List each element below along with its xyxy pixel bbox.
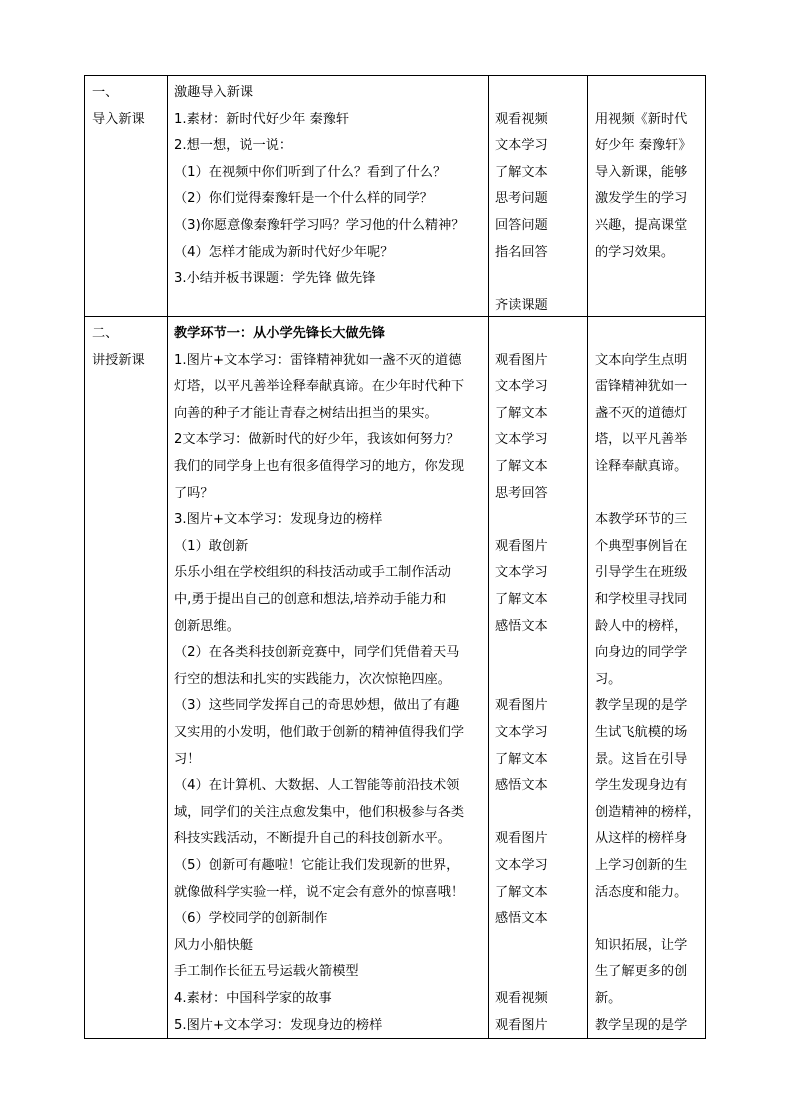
content-line: 3.小结并板书课题：学先锋 做先锋 xyxy=(174,271,376,287)
column-rule-0 xyxy=(84,75,85,1039)
intent-cell xyxy=(595,80,704,315)
activity-line: 文本学习 xyxy=(495,432,548,448)
content-line: 5.图片+文本学习：发现身边的榜样 xyxy=(174,1017,383,1033)
phase-cell xyxy=(92,80,166,315)
content-line: 手工制作长征五号运载火箭模型 xyxy=(174,964,359,980)
intent-line: 个典型事例旨在 xyxy=(595,538,688,554)
intent-line: 从这样的榜样身 xyxy=(595,831,688,847)
intent-line: 教学呈现的是学 xyxy=(595,698,688,714)
activity-line: 观看图片 xyxy=(495,831,548,847)
intent-line: 盏不灭的道德灯 xyxy=(595,405,688,421)
activity-cell xyxy=(495,321,586,1037)
intent-line: 上学习创新的生 xyxy=(595,858,688,873)
activity-line: 文本学习 xyxy=(495,138,548,154)
activity-line: 观看视频 xyxy=(495,991,548,1006)
intent-line: 知识拓展，让学 xyxy=(595,937,688,953)
intent-line: 引导学生在班级 xyxy=(595,565,688,581)
content-line: 创新思维。 xyxy=(174,618,240,634)
activity-line: 观看图片 xyxy=(495,698,548,714)
intent-line: 学生发现身边有 xyxy=(595,778,688,794)
intent-line: 的学习效果。 xyxy=(595,244,675,260)
content-line: 习！ xyxy=(174,751,201,767)
phase-cell xyxy=(92,321,166,1037)
activity-line: 感悟文本 xyxy=(495,778,548,794)
intent-line: 诠释奉献真谛。 xyxy=(595,459,688,474)
content-line: （3)你愿意像秦豫轩学习吗？学习他的什么精神？ xyxy=(174,218,465,233)
intent-line: 雷锋精神犹如一 xyxy=(595,379,688,395)
phase-line: 二、 xyxy=(92,326,119,341)
content-line: 向善的种子才能让青春之树结出担当的果实。 xyxy=(174,405,438,421)
content-line: 4.素材：中国科学家的故事 xyxy=(174,991,332,1006)
content-line: 1.图片+文本学习：雷锋精神犹如一盏不灭的道德 xyxy=(174,352,462,368)
content-line: （2）在各类科技创新竞赛中，同学们凭借着天马 xyxy=(174,645,460,661)
content-line: （5）创新可有趣啦！它能让我们发现新的世界， xyxy=(174,858,460,873)
phase-line: 讲授新课 xyxy=(92,352,145,368)
content-line: 灯塔，以平凡善举诠释奉献真谛。在少年时代种下 xyxy=(174,379,465,395)
phase-line: 一、 xyxy=(92,85,119,100)
content-line: （4）怎样才能成为新时代好少年呢？ xyxy=(174,244,394,260)
intent-line: 创造精神的榜样， xyxy=(595,804,701,820)
activity-line: 思考回答 xyxy=(495,485,548,501)
intent-line: 生了解更多的创 xyxy=(595,964,688,980)
content-line: 2文本学习：做新时代的好少年，我该如何努力？ xyxy=(174,432,460,448)
activity-line: 了解文本 xyxy=(495,751,548,767)
intent-line: 教学呈现的是学 xyxy=(595,1017,688,1033)
content-line: 我们的同学身上也有很多值得学习的地方，你发现 xyxy=(174,459,465,474)
content-line: 激趣导入新课 xyxy=(174,85,254,100)
activity-line: 观看图片 xyxy=(495,352,548,368)
intent-line: 激发学生的学习 xyxy=(595,191,688,207)
intent-line: 景。这旨在引导 xyxy=(595,751,688,767)
content-cell xyxy=(174,80,487,315)
content-line: 了吗？ xyxy=(174,485,214,501)
content-line: 2.想一想，说一说： xyxy=(174,138,293,154)
content-line: （1）敢创新 xyxy=(174,538,249,554)
activity-line: 文本学习 xyxy=(495,725,548,740)
intent-line: 活态度和能力。 xyxy=(595,884,688,900)
activity-line: 了解文本 xyxy=(495,459,548,474)
content-line: 风力小船快艇 xyxy=(174,937,254,953)
content-line: （1）在视频中你们听到了什么？看到了什么？ xyxy=(174,164,447,180)
activity-line: 观看视频 xyxy=(495,111,548,127)
intent-line: 好少年 秦豫轩》 xyxy=(595,138,692,154)
content-line: （2）你们觉得秦豫轩是一个什么样的同学？ xyxy=(174,191,433,207)
intent-line: 导入新课，能够 xyxy=(595,164,688,180)
content-line: 行空的想法和扎实的实践能力，次次惊艳四座。 xyxy=(174,671,451,687)
activity-line: 了解文本 xyxy=(495,405,548,421)
activity-line: 文本学习 xyxy=(495,565,548,581)
phase-line: 导入新课 xyxy=(92,111,145,127)
content-line: （3）这些同学发挥自己的奇思妙想，做出了有趣 xyxy=(174,698,460,714)
column-rule-1 xyxy=(167,75,168,1039)
activity-line: 感悟文本 xyxy=(495,618,548,634)
intent-line: 习。 xyxy=(595,671,622,687)
content-line: 1.素材：新时代好少年 秦豫轩 xyxy=(174,111,350,127)
column-rule-3 xyxy=(587,75,588,1039)
intent-cell xyxy=(595,321,704,1037)
activity-line: 文本学习 xyxy=(495,858,548,873)
intent-line: 兴趣，提高课堂 xyxy=(595,218,688,233)
activity-line: 指名回答 xyxy=(495,244,548,260)
content-cell xyxy=(174,321,487,1037)
intent-line: 新。 xyxy=(595,991,622,1006)
intent-line: 文本向学生点明 xyxy=(595,352,688,368)
content-line: 域，同学们的关注点愈发集中，他们积极参与各类 xyxy=(174,804,465,820)
intent-line: 和学校里寻找同 xyxy=(595,592,688,607)
column-rule-4 xyxy=(705,75,706,1039)
intent-line: 本教学环节的三 xyxy=(595,512,688,528)
activity-line: 了解文本 xyxy=(495,164,548,180)
intent-line: 龄人中的榜样， xyxy=(595,618,688,634)
intent-line: 生试飞航模的场 xyxy=(595,725,688,740)
intent-line: 向身边的同学学 xyxy=(595,645,688,661)
activity-line: 思考问题 xyxy=(495,191,548,207)
intent-line: 用视频《新时代 xyxy=(595,111,688,127)
column-rule-2 xyxy=(488,75,489,1039)
activity-line: 观看图片 xyxy=(495,538,548,554)
row-rule-0 xyxy=(84,75,706,76)
row-rule-1 xyxy=(84,316,706,317)
activity-line: 了解文本 xyxy=(495,592,548,607)
content-line: 乐乐小组在学校组织的科技活动或手工制作活动 xyxy=(174,565,451,581)
activity-line: 回答问题 xyxy=(495,218,548,233)
content-line: （6）学校同学的创新制作 xyxy=(174,911,328,927)
content-line: 3.图片+文本学习：发现身边的榜样 xyxy=(174,512,383,528)
activity-line: 了解文本 xyxy=(495,884,548,900)
content-line: 中,勇于提出自己的创意和想法,培养动手能力和 xyxy=(174,592,447,607)
activity-line: 感悟文本 xyxy=(495,911,548,927)
content-line: 就像做科学实验一样，说不定会有意外的惊喜哦！ xyxy=(174,884,465,900)
activity-line: 观看图片 xyxy=(495,1017,548,1033)
content-line: 教学环节一：从小学先锋长大做先锋 xyxy=(174,326,385,341)
intent-line: 塔，以平凡善举 xyxy=(595,432,688,448)
activity-line: 齐读课题 xyxy=(495,297,548,313)
content-line: （4）在计算机、大数据、人工智能等前沿技术领 xyxy=(174,778,460,794)
row-rule-2 xyxy=(84,1038,706,1039)
content-line: 科技实践活动，不断提升自己的科技创新水平。 xyxy=(174,831,451,847)
content-line: 又实用的小发明，他们敢于创新的精神值得我们学 xyxy=(174,725,465,740)
activity-cell xyxy=(495,80,586,315)
activity-line: 文本学习 xyxy=(495,379,548,395)
